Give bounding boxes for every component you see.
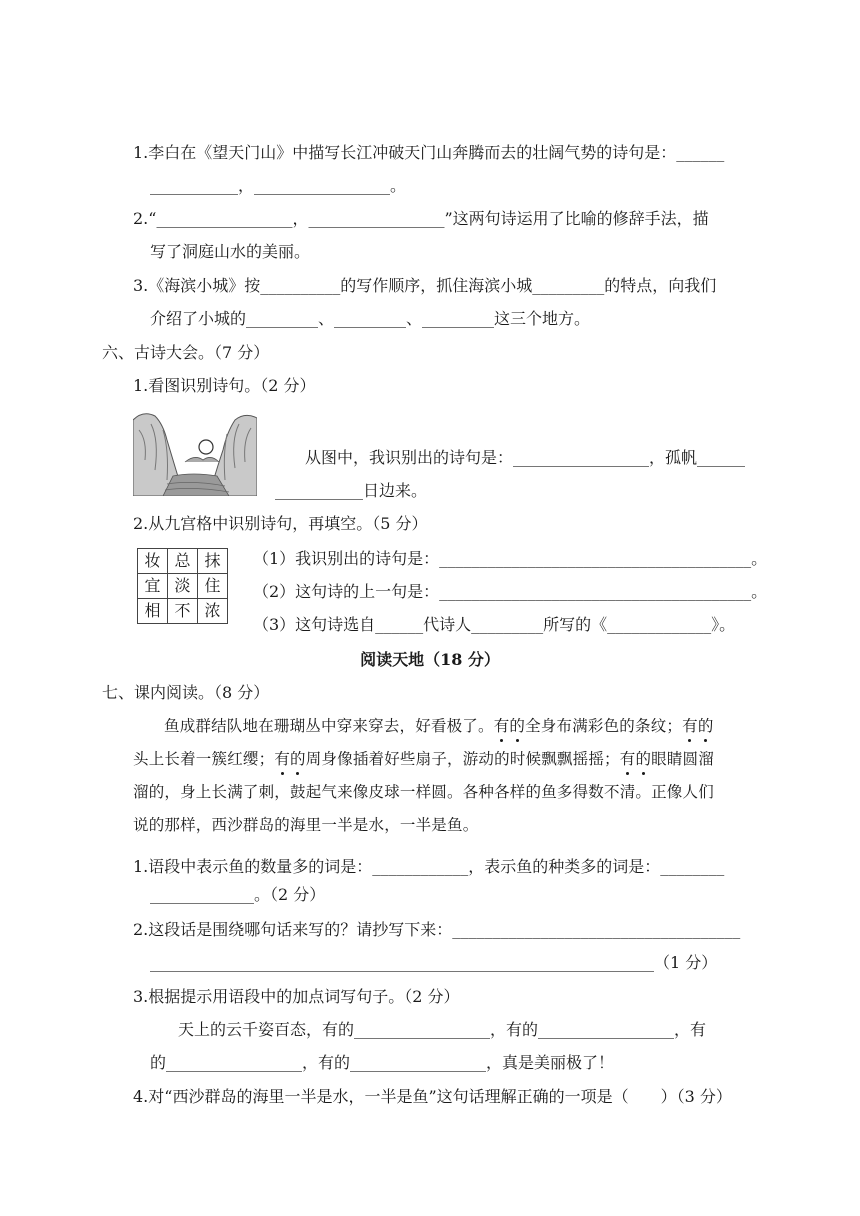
q6-1-title: 1.看图识别诗句。（2 分）: [133, 376, 316, 395]
grid-cell: 抹: [198, 549, 228, 574]
dotted-char: 有: [620, 747, 636, 771]
passage-text: 头上长着一簇红缨；: [133, 750, 275, 768]
dotted-char: 的: [290, 747, 306, 771]
dotted-char: 的: [698, 714, 714, 738]
passage-line2: [133, 747, 714, 771]
passage-line1: [164, 714, 714, 738]
grid-cell: 总: [168, 549, 198, 574]
dotted-word: [494, 717, 525, 735]
section7-heading: 七、课内阅读。（8 分）: [102, 683, 270, 702]
grid-cell: 宜: [138, 574, 168, 599]
dotted-char: 有: [494, 714, 510, 738]
dotted-char: 有: [274, 747, 290, 771]
reading-section-title: 阅读天地（18 分）: [360, 650, 500, 669]
passage-line3: 溜的，身上长满了刺，鼓起气来像皮球一样圆。各种各样的鱼多得数不清。正像人们: [133, 783, 714, 801]
q7-3-line2: 的_________________，有的_________________，真是美丽极了！: [150, 1053, 615, 1072]
q7-4: 4.对“西沙群岛的海里一半是水，一半是鱼”这句话理解正确的一项是（ ）（3 分）: [133, 1087, 732, 1106]
passage-line4: 说的那样，西沙群岛的海里一半是水，一半是鱼。: [133, 816, 479, 834]
q7-3-line1: 天上的云千姿百态，有的_________________，有的_________________，有: [178, 1020, 707, 1039]
grid-cell: 不: [168, 599, 198, 624]
grid-cell: 淡: [168, 574, 198, 599]
dotted-word: [274, 750, 305, 768]
q7-1-line2: _____________。（2 分）: [150, 885, 326, 904]
q5-3-line1: 3.《海滨小城》按__________的写作顺序，抓住海滨小城_________的特点，向我们: [133, 276, 717, 295]
section6-heading: 六、古诗大会。（7 分）: [102, 343, 270, 362]
q7-3-title: 3.根据提示用语段中的加点词写句子。（2 分）: [133, 987, 460, 1006]
passage-text: 周身像插着好些扇子，游动的时候飘飘摇摇；: [305, 750, 620, 768]
q6-2-1: （1）我识别出的诗句是：_______________________________________。: [253, 549, 768, 568]
dotted-word: [620, 750, 651, 768]
passage-text: 全身布满彩色的条纹；: [525, 717, 683, 735]
q6-1-line1: 从图中，我识别出的诗句是：_________________，孤帆______: [305, 448, 746, 467]
dotted-char: 的: [509, 714, 525, 738]
grid-cell: 妆: [138, 549, 168, 574]
q7-1-line1: 1.语段中表示鱼的数量多的词是：____________，表示鱼的种类多的词是：________: [133, 857, 725, 876]
grid-cell: 住: [198, 574, 228, 599]
q5-1-line2: ___________，_________________。: [150, 176, 407, 195]
q6-2-title: 2.从九宫格中识别诗句，再填空。（5 分）: [133, 514, 428, 533]
q6-2-3: （3）这句诗选自______代诗人_________所写的《_____________》。: [253, 615, 736, 634]
nine-grid: [137, 548, 228, 624]
poem-illustration: [133, 410, 257, 496]
q5-3-line2: 介绍了小城的_________、_________、_________这三个地方。: [150, 309, 591, 328]
grid-cell: 相: [138, 599, 168, 624]
passage-text: 鱼成群结队地在珊瑚丛中穿来穿去，好看极了。: [164, 717, 494, 735]
dotted-word: [682, 717, 713, 735]
q7-2-line2: _______________________________________________________________（1 分）: [150, 953, 718, 972]
q5-1-line1: 1.李白在《望天门山》中描写长江冲破天门山奔腾而去的壮阔气势的诗句是：______: [133, 143, 725, 162]
dotted-char: 有: [682, 714, 698, 738]
passage-text: 眼睛圆溜: [651, 750, 714, 768]
q5-2-line1: 2.“_________________，_________________”这两句诗运用了比喻的修辞手法，描: [133, 209, 709, 228]
q6-2-2: （2）这句诗的上一句是：_______________________________________。: [253, 582, 768, 601]
dotted-char: 的: [635, 747, 651, 771]
q6-1-line2: ___________日边来。: [275, 481, 428, 500]
q7-2-line1: 2.这段话是围绕哪句话来写的？请抄写下来：____________________________________: [133, 920, 741, 939]
q5-2-line2: 写了洞庭山水的美丽。: [150, 242, 311, 261]
grid-cell: 浓: [198, 599, 228, 624]
